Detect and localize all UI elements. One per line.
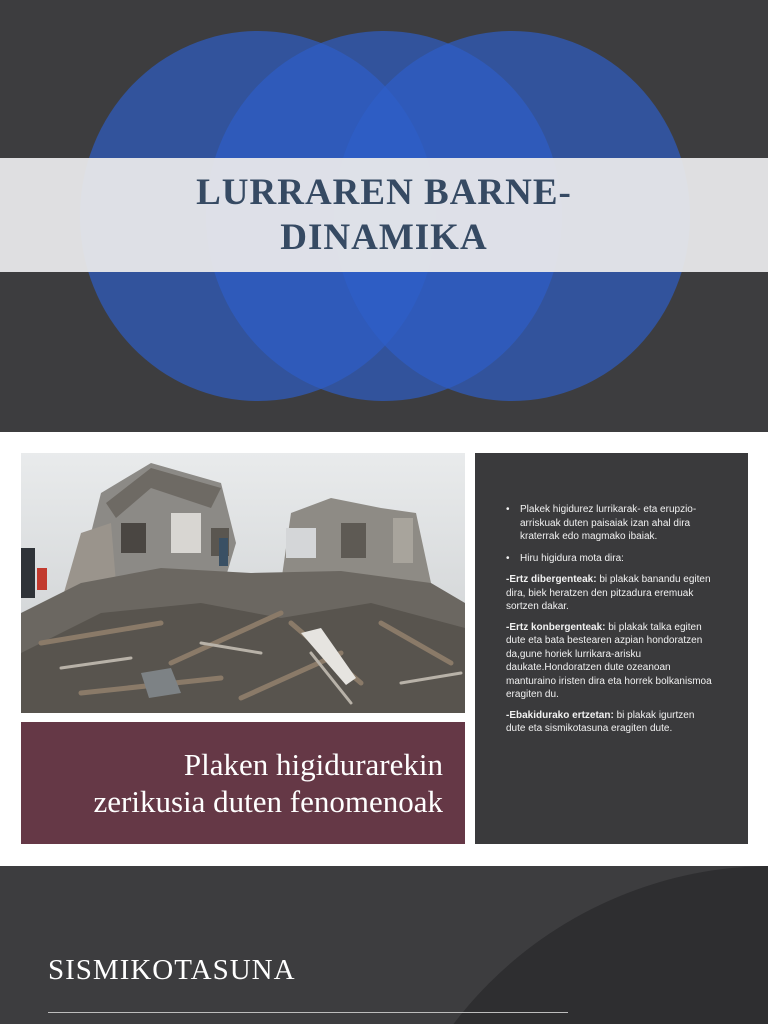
bullet-item	[506, 503, 716, 544]
term-convergent: -Ertz konbergenteak:	[506, 621, 606, 633]
paragraph-transform	[506, 709, 716, 736]
slide-title	[124, 170, 644, 260]
title-band	[0, 158, 768, 272]
caption-line2: zerikusia duten fenomenoak	[93, 784, 443, 819]
caption-title	[94, 746, 443, 820]
section-slide	[0, 866, 768, 1024]
earthquake-rubble-photo	[21, 453, 465, 713]
term-transform: -Ebakidurako ertzetan:	[506, 709, 614, 721]
paragraph-convergent	[506, 621, 716, 702]
caption-box	[21, 722, 465, 844]
slide-title-line2: DINAMIKA	[280, 217, 488, 258]
caption-line1: Plaken higidurarekin	[183, 747, 443, 782]
content-slide	[0, 432, 768, 866]
bullet-item	[506, 552, 716, 566]
term-divergent: -Ertz dibergenteak:	[506, 574, 597, 585]
decorative-arc	[372, 866, 768, 1024]
title-slide	[0, 0, 768, 432]
text-panel	[475, 453, 748, 844]
bullet-dot-icon: •	[506, 504, 510, 515]
bullet-dot-icon: •	[506, 552, 510, 564]
slide-title-line1: LURRAREN BARNE-	[196, 172, 572, 213]
paragraph-divergent	[506, 573, 716, 614]
section-title: SISMIKOTASUNA	[48, 954, 296, 986]
title-underline	[48, 1012, 568, 1013]
bullet-text: Plakek higidurez lurrikarak- eta erupzio- arriskuak duten paisaiak izan ahal dira kraterrak edo magmako ibaiak.	[520, 504, 697, 542]
bullet-text: Hiru higidura mota dira:	[520, 552, 624, 564]
text-convergent: bi plakak talka egiten dute eta bata bestearen azpian hondoratzen da,gune horiek lurrikara-arisku daukate.Hondoratzen dute ozeanoan manturaino iristen dira eta horrek bolkanismoa eragiten du.	[506, 621, 712, 700]
text-divergent: bi plakak banandu egiten dira, biek heratzen den pitzadura eremuak sortzen dakar.	[506, 574, 711, 612]
text-transform: bi plakak igurtzen dute eta sismikotasuna eragiten dute.	[506, 709, 695, 734]
